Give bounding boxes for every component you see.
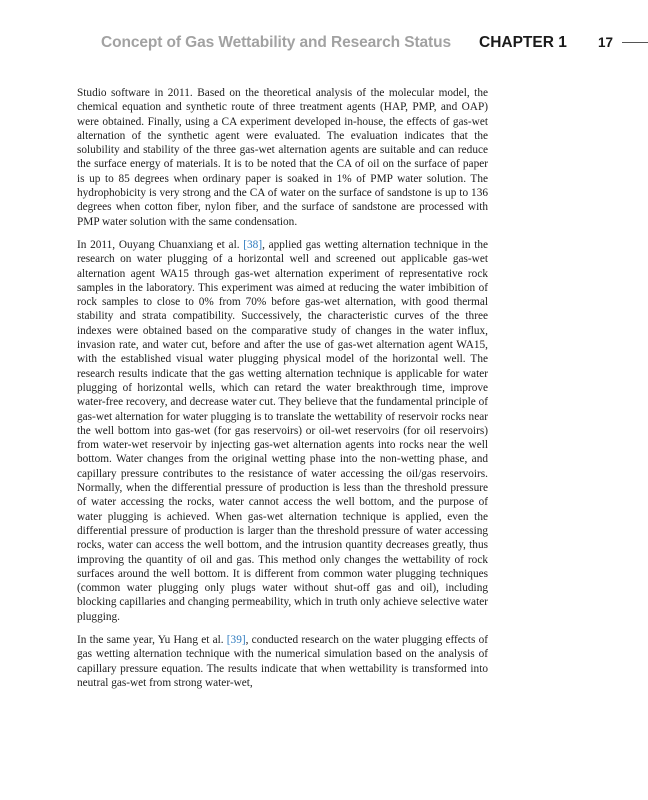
running-head-title: Concept of Gas Wettability and Research Status <box>101 34 451 51</box>
paragraph-1-text: Studio software in 2011. Based on the theoretical analysis of the molecular model, the chemical equation and synthetic route of three treatment agents (HAP, PMP, and OAP) were obtained. Finally, using a CA experiment developed in-house, the effects of gas-wet alternation of the synthetic agent were evaluated. The evaluation indicates that the solubility and stability of the three gas-wet alternation agents are suitable and can reduce the surface energy of materials. It is to be noted that the CA of oil on the surface of paper is up to 85 degrees when ordinary paper is soaked in 1% of PMP water solution. The hydrophobicity is very strong and the CA of water on the surface of sandstone is up to 136 degrees when cotton fiber, nylon fiber, and the surface of sandstone are processed with PMP water solution with the same condensation. <box>77 87 488 228</box>
paragraph-3-rest: , conducted research on the water plugging effects of gas wetting alternation technique with the numerical simulation based on the analysis of capillary pressure equation. The results indicate that when wettability is transformed into neutral gas-wet from strong water-wet, <box>77 633 488 689</box>
paragraph-3-lead: In the same year, Yu Hang et al. <box>77 633 227 646</box>
paragraph-2-rest: , applied gas wetting alternation technique in the research on water plugging of a horizontal well and screened out applicable gas-wet alternation agent WA15 through gas-wet alternation experiment of representative rock samples in the laboratory. This experiment was aimed at reducing the water imbibition of rock samples to close to 0% from 70% before gas-wet alternation, with good thermal stability and strata compatibility. Successively, the characteristic curves of the three indexes were obtained based on the comparative study of changes in the water influx, invasion rate, and water cut, before and after the use of gas-wet alternation agent WA15, with the established visual water plugging physical model of the horizontal well. The research results indicate that the gas wetting alternation technique is applicable for water plugging of horizontal wells, which can retard the water breakthrough time, improve water-free recovery, and decrease water cut. They believe that the fundamental principle of gas-wet alternation for water plugging is to translate the wettability of reservoir rocks near the well bottom into gas-wet (for gas reservoirs) or oil-wet reservoirs (for oil reservoirs) from water-wet reservoir by injecting gas-wet alternation agents into rocks near the well bottom. Water changes from the original wetting phase into the non-wetting phase, and capillary pressure contributes to the resistance of water accessing the oil/gas reservoirs. Normally, when the differential pressure of production is less than the threshold pressure of water accessing the rocks, water cannot access the well bottom, and the purpose of water plugging is achieved. When gas-wet alternation technique is applied, even the differential pressure of production is larger than the threshold pressure of water accessing rocks, water can access the well bottom, and the intrusion quantity decreases greatly, thus improving the quantity of oil and gas. This method only changes the wettability of rock surfaces around the well bottom. It is different from common water plugging techniques (common water plugging only plugs water without shut-off gas and oil), including blocking capillaries and changing permeability, which in truth only achieve selective water plugging. <box>77 238 488 623</box>
chapter-label: CHAPTER 1 <box>479 34 567 51</box>
body-text <box>77 86 488 699</box>
running-header <box>0 32 648 54</box>
paragraph-1 <box>77 86 488 229</box>
header-rule <box>622 42 648 43</box>
citation-link-39[interactable]: [39] <box>226 633 246 646</box>
page-number: 17 <box>598 35 614 50</box>
paragraph-3 <box>77 633 488 690</box>
paragraph-2-lead: In 2011, Ouyang Chuanxiang et al. <box>77 238 244 251</box>
paragraph-2 <box>77 238 488 624</box>
citation-link-38[interactable]: [38] <box>243 238 263 251</box>
